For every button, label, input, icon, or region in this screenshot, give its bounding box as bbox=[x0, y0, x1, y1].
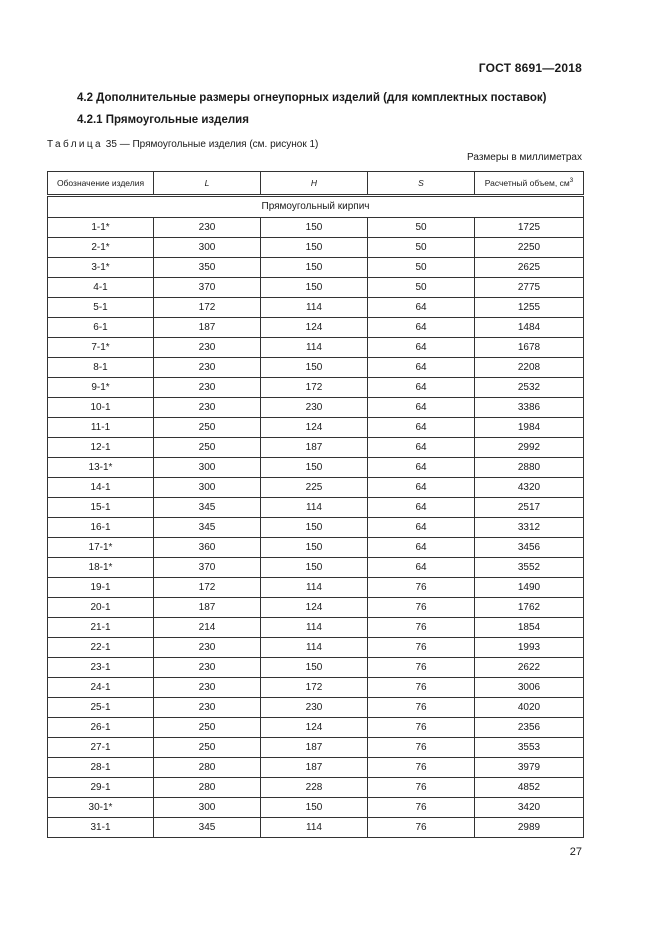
thickness-cell: 76 bbox=[368, 698, 475, 718]
height-cell: 230 bbox=[261, 698, 368, 718]
designation-cell: 8-1 bbox=[48, 358, 154, 378]
designation-cell: 24-1 bbox=[48, 678, 154, 698]
height-cell: 124 bbox=[261, 598, 368, 618]
designation-cell: 11-1 bbox=[48, 418, 154, 438]
height-cell: 150 bbox=[261, 558, 368, 578]
height-cell: 187 bbox=[261, 738, 368, 758]
height-cell: 187 bbox=[261, 758, 368, 778]
height-cell: 172 bbox=[261, 678, 368, 698]
volume-cell: 1993 bbox=[475, 638, 584, 658]
volume-cell: 1678 bbox=[475, 338, 584, 358]
height-cell: 172 bbox=[261, 378, 368, 398]
volume-cell: 2989 bbox=[475, 818, 584, 838]
volume-cell: 2532 bbox=[475, 378, 584, 398]
dimensions-table bbox=[47, 171, 584, 838]
thickness-cell: 64 bbox=[368, 378, 475, 398]
length-cell: 300 bbox=[154, 458, 261, 478]
table-caption-label: Таблица bbox=[47, 139, 104, 150]
table-row bbox=[48, 818, 584, 838]
section-heading: 4.2 Дополнительные размеры огнеупорных изделий (для комплектных поставок) bbox=[77, 92, 547, 104]
volume-cell: 1762 bbox=[475, 598, 584, 618]
length-cell: 230 bbox=[154, 358, 261, 378]
length-cell: 172 bbox=[154, 298, 261, 318]
volume-cell: 3456 bbox=[475, 538, 584, 558]
table-caption-text: 35 — Прямоугольные изделия (см. рисунок 1) bbox=[103, 139, 319, 150]
thickness-cell: 64 bbox=[368, 478, 475, 498]
table-row bbox=[48, 538, 584, 558]
designation-cell: 21-1 bbox=[48, 618, 154, 638]
thickness-cell: 76 bbox=[368, 818, 475, 838]
table-units: Размеры в миллиметрах bbox=[467, 152, 582, 163]
designation-cell: 28-1 bbox=[48, 758, 154, 778]
table-row bbox=[48, 558, 584, 578]
thickness-cell: 64 bbox=[368, 538, 475, 558]
thickness-cell: 64 bbox=[368, 458, 475, 478]
table-row bbox=[48, 638, 584, 658]
table-group-row bbox=[48, 196, 584, 218]
thickness-cell: 64 bbox=[368, 358, 475, 378]
volume-cell: 2622 bbox=[475, 658, 584, 678]
table-row bbox=[48, 418, 584, 438]
table-row bbox=[48, 238, 584, 258]
designation-cell: 3-1* bbox=[48, 258, 154, 278]
thickness-cell: 64 bbox=[368, 518, 475, 538]
volume-cell: 4320 bbox=[475, 478, 584, 498]
table-row bbox=[48, 598, 584, 618]
table-row bbox=[48, 718, 584, 738]
volume-cell: 2880 bbox=[475, 458, 584, 478]
length-cell: 230 bbox=[154, 398, 261, 418]
height-cell: 150 bbox=[261, 798, 368, 818]
table-row bbox=[48, 358, 584, 378]
designation-cell: 27-1 bbox=[48, 738, 154, 758]
designation-cell: 25-1 bbox=[48, 698, 154, 718]
thickness-cell: 64 bbox=[368, 418, 475, 438]
designation-cell: 19-1 bbox=[48, 578, 154, 598]
header-thickness: S bbox=[368, 172, 475, 196]
height-cell: 230 bbox=[261, 398, 368, 418]
height-cell: 150 bbox=[261, 658, 368, 678]
table-row bbox=[48, 498, 584, 518]
height-cell: 114 bbox=[261, 338, 368, 358]
page-number: 27 bbox=[569, 846, 582, 858]
designation-cell: 10-1 bbox=[48, 398, 154, 418]
height-cell: 225 bbox=[261, 478, 368, 498]
designation-cell: 31-1 bbox=[48, 818, 154, 838]
table-caption bbox=[47, 139, 318, 150]
length-cell: 230 bbox=[154, 638, 261, 658]
thickness-cell: 76 bbox=[368, 738, 475, 758]
length-cell: 230 bbox=[154, 658, 261, 678]
volume-cell: 2992 bbox=[475, 438, 584, 458]
height-cell: 114 bbox=[261, 498, 368, 518]
height-cell: 150 bbox=[261, 258, 368, 278]
length-cell: 345 bbox=[154, 518, 261, 538]
length-cell: 360 bbox=[154, 538, 261, 558]
volume-cell: 3386 bbox=[475, 398, 584, 418]
table-row bbox=[48, 438, 584, 458]
table-row bbox=[48, 798, 584, 818]
length-cell: 230 bbox=[154, 678, 261, 698]
thickness-cell: 76 bbox=[368, 638, 475, 658]
height-cell: 150 bbox=[261, 538, 368, 558]
length-cell: 300 bbox=[154, 478, 261, 498]
volume-cell: 2208 bbox=[475, 358, 584, 378]
thickness-cell: 76 bbox=[368, 578, 475, 598]
height-cell: 150 bbox=[261, 238, 368, 258]
volume-cell: 4852 bbox=[475, 778, 584, 798]
height-cell: 114 bbox=[261, 298, 368, 318]
length-cell: 214 bbox=[154, 618, 261, 638]
designation-cell: 13-1* bbox=[48, 458, 154, 478]
volume-cell: 1725 bbox=[475, 218, 584, 238]
volume-cell: 2775 bbox=[475, 278, 584, 298]
table-row bbox=[48, 478, 584, 498]
length-cell: 250 bbox=[154, 418, 261, 438]
designation-cell: 20-1 bbox=[48, 598, 154, 618]
volume-cell: 3420 bbox=[475, 798, 584, 818]
table-row bbox=[48, 398, 584, 418]
designation-cell: 30-1* bbox=[48, 798, 154, 818]
thickness-cell: 64 bbox=[368, 298, 475, 318]
length-cell: 187 bbox=[154, 318, 261, 338]
volume-cell: 1490 bbox=[475, 578, 584, 598]
length-cell: 345 bbox=[154, 818, 261, 838]
group-title: Прямоугольный кирпич bbox=[48, 196, 584, 218]
volume-cell: 4020 bbox=[475, 698, 584, 718]
length-cell: 230 bbox=[154, 698, 261, 718]
volume-cell: 2356 bbox=[475, 718, 584, 738]
thickness-cell: 76 bbox=[368, 658, 475, 678]
table-row bbox=[48, 758, 584, 778]
volume-cell: 2625 bbox=[475, 258, 584, 278]
length-cell: 230 bbox=[154, 378, 261, 398]
designation-cell: 1-1* bbox=[48, 218, 154, 238]
thickness-cell: 64 bbox=[368, 318, 475, 338]
length-cell: 300 bbox=[154, 798, 261, 818]
table-row bbox=[48, 778, 584, 798]
table-row bbox=[48, 578, 584, 598]
document-code: ГОСТ 8691—2018 bbox=[478, 61, 582, 75]
volume-cell: 3553 bbox=[475, 738, 584, 758]
thickness-cell: 50 bbox=[368, 278, 475, 298]
height-cell: 150 bbox=[261, 218, 368, 238]
length-cell: 172 bbox=[154, 578, 261, 598]
table-row bbox=[48, 698, 584, 718]
thickness-cell: 76 bbox=[368, 718, 475, 738]
thickness-cell: 64 bbox=[368, 438, 475, 458]
length-cell: 280 bbox=[154, 778, 261, 798]
designation-cell: 6-1 bbox=[48, 318, 154, 338]
thickness-cell: 50 bbox=[368, 258, 475, 278]
table-row bbox=[48, 318, 584, 338]
length-cell: 300 bbox=[154, 238, 261, 258]
height-cell: 187 bbox=[261, 438, 368, 458]
volume-cell: 1984 bbox=[475, 418, 584, 438]
thickness-cell: 76 bbox=[368, 618, 475, 638]
volume-cell: 2250 bbox=[475, 238, 584, 258]
volume-cell: 1255 bbox=[475, 298, 584, 318]
table-row bbox=[48, 518, 584, 538]
designation-cell: 15-1 bbox=[48, 498, 154, 518]
table-row bbox=[48, 218, 584, 238]
thickness-cell: 76 bbox=[368, 778, 475, 798]
header-length: L bbox=[154, 172, 261, 196]
header-volume-text: Расчетный объем, см bbox=[484, 178, 570, 188]
designation-cell: 17-1* bbox=[48, 538, 154, 558]
length-cell: 350 bbox=[154, 258, 261, 278]
designation-cell: 16-1 bbox=[48, 518, 154, 538]
length-cell: 187 bbox=[154, 598, 261, 618]
height-cell: 124 bbox=[261, 718, 368, 738]
designation-cell: 5-1 bbox=[48, 298, 154, 318]
height-cell: 124 bbox=[261, 318, 368, 338]
height-cell: 150 bbox=[261, 458, 368, 478]
thickness-cell: 64 bbox=[368, 558, 475, 578]
length-cell: 370 bbox=[154, 278, 261, 298]
thickness-cell: 64 bbox=[368, 498, 475, 518]
header-volume-sup: 3 bbox=[569, 177, 574, 184]
designation-cell: 23-1 bbox=[48, 658, 154, 678]
height-cell: 228 bbox=[261, 778, 368, 798]
length-cell: 230 bbox=[154, 218, 261, 238]
length-cell: 250 bbox=[154, 738, 261, 758]
header-designation: Обозначение изделия bbox=[48, 172, 154, 196]
volume-cell: 3979 bbox=[475, 758, 584, 778]
height-cell: 114 bbox=[261, 638, 368, 658]
table-row bbox=[48, 618, 584, 638]
thickness-cell: 76 bbox=[368, 678, 475, 698]
height-cell: 124 bbox=[261, 418, 368, 438]
table-row bbox=[48, 298, 584, 318]
table-row bbox=[48, 678, 584, 698]
table-row bbox=[48, 258, 584, 278]
volume-cell: 3006 bbox=[475, 678, 584, 698]
volume-cell: 3552 bbox=[475, 558, 584, 578]
height-cell: 114 bbox=[261, 578, 368, 598]
designation-cell: 22-1 bbox=[48, 638, 154, 658]
table-row bbox=[48, 658, 584, 678]
volume-cell: 2517 bbox=[475, 498, 584, 518]
height-cell: 150 bbox=[261, 518, 368, 538]
table-row bbox=[48, 738, 584, 758]
volume-cell: 1484 bbox=[475, 318, 584, 338]
length-cell: 370 bbox=[154, 558, 261, 578]
designation-cell: 7-1* bbox=[48, 338, 154, 358]
table-header-row bbox=[48, 172, 584, 196]
designation-cell: 26-1 bbox=[48, 718, 154, 738]
thickness-cell: 76 bbox=[368, 758, 475, 778]
height-cell: 150 bbox=[261, 278, 368, 298]
thickness-cell: 50 bbox=[368, 218, 475, 238]
height-cell: 114 bbox=[261, 818, 368, 838]
header-height: H bbox=[261, 172, 368, 196]
thickness-cell: 64 bbox=[368, 398, 475, 418]
designation-cell: 4-1 bbox=[48, 278, 154, 298]
height-cell: 114 bbox=[261, 618, 368, 638]
designation-cell: 14-1 bbox=[48, 478, 154, 498]
volume-cell: 3312 bbox=[475, 518, 584, 538]
header-volume bbox=[475, 172, 584, 196]
designation-cell: 18-1* bbox=[48, 558, 154, 578]
designation-cell: 12-1 bbox=[48, 438, 154, 458]
length-cell: 230 bbox=[154, 338, 261, 358]
designation-cell: 29-1 bbox=[48, 778, 154, 798]
length-cell: 345 bbox=[154, 498, 261, 518]
thickness-cell: 64 bbox=[368, 338, 475, 358]
length-cell: 280 bbox=[154, 758, 261, 778]
length-cell: 250 bbox=[154, 718, 261, 738]
volume-cell: 1854 bbox=[475, 618, 584, 638]
designation-cell: 2-1* bbox=[48, 238, 154, 258]
table-row bbox=[48, 458, 584, 478]
thickness-cell: 50 bbox=[368, 238, 475, 258]
thickness-cell: 76 bbox=[368, 798, 475, 818]
table-row bbox=[48, 338, 584, 358]
table-row bbox=[48, 278, 584, 298]
length-cell: 250 bbox=[154, 438, 261, 458]
thickness-cell: 76 bbox=[368, 598, 475, 618]
table-row bbox=[48, 378, 584, 398]
height-cell: 150 bbox=[261, 358, 368, 378]
subsection-heading: 4.2.1 Прямоугольные изделия bbox=[77, 114, 249, 126]
designation-cell: 9-1* bbox=[48, 378, 154, 398]
